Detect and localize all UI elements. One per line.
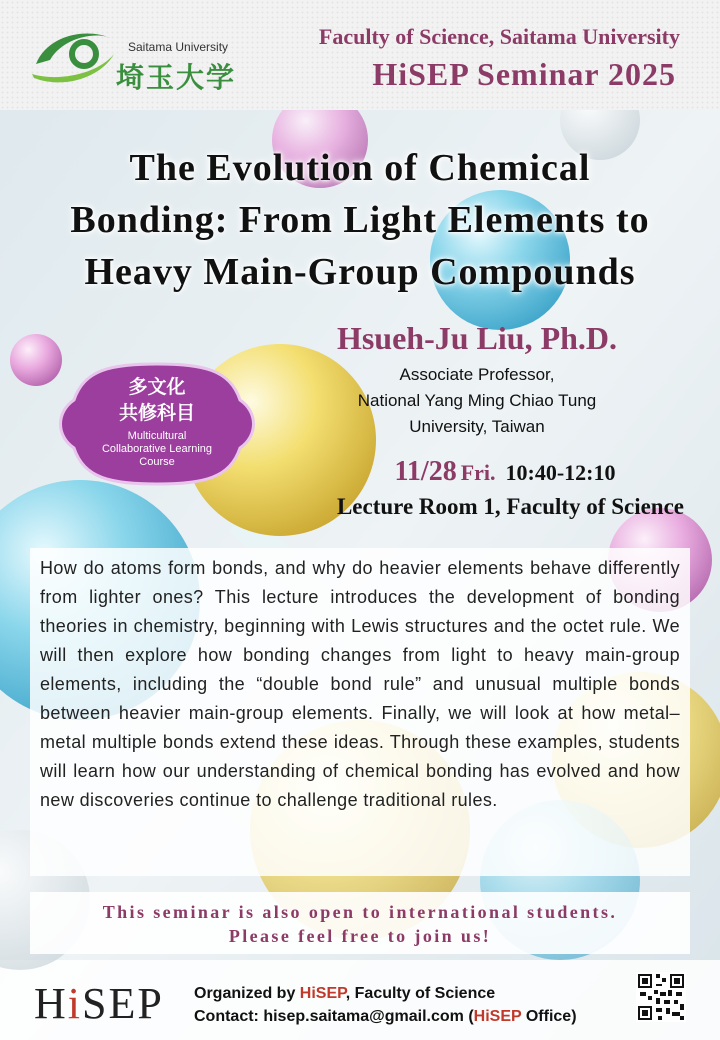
lecture-title-line: Bonding: From Light Elements to	[70, 199, 650, 241]
badge-japanese-line-2: 共修科目	[118, 402, 195, 424]
schedule-line	[300, 456, 710, 488]
contact-prefix[interactable]: Contact: hisep.saitama@gmail.com (	[194, 1008, 474, 1025]
hisep-logo-text: HiSEP	[34, 979, 164, 1028]
organized-suffix: , Faculty of Science	[345, 985, 496, 1002]
organized-brand: HiSEP	[299, 985, 346, 1002]
notice-line-2: Please feel free to join us!	[228, 926, 492, 946]
affiliation-line: National Yang Ming Chiao Tung	[357, 391, 597, 410]
qr-code-icon[interactable]	[636, 972, 686, 1022]
speaker-name: Hsueh-Ju Liu, Ph.D.	[336, 320, 618, 356]
seminar-title: HiSEP Seminar 2025	[372, 56, 676, 92]
lecture-title-line: Heavy Main-Group Compounds	[84, 251, 636, 293]
badge-english-text	[54, 430, 260, 469]
hisep-logo	[34, 978, 164, 1029]
header-band	[0, 0, 720, 110]
international-notice	[30, 892, 690, 954]
speaker-block	[272, 318, 682, 440]
badge-english-line: Course	[139, 456, 175, 468]
lecture-title-line: The Evolution of Chemical	[129, 147, 591, 189]
contact-suffix: Office)	[521, 1008, 577, 1025]
multicultural-course-badge	[54, 360, 260, 488]
organizer-info	[194, 982, 577, 1028]
university-english-name: Saitama University	[128, 40, 229, 54]
contact-line[interactable]	[194, 1005, 577, 1028]
footer	[0, 966, 720, 1040]
affiliation-line: Associate Professor,	[399, 365, 555, 384]
abstract-text: How do atoms form bonds, and why do heavier elements behave differently from lighter ones? This lecture introduces the development of bonding theories in chemistry, beginning with Lewis structures and the octet rule. We will then explore how bonding changes from light to heavy main-group elements, including the “double bond rule” and unusual multiple bonds between heavier main-group elements. Finally, we will look at how metal–metal multiple bonds extend these ideas. Through these examples, students will learn how our understanding of chemical bonding has evolved and how new discoveries continue to challenge traditional rules.	[40, 558, 680, 810]
organized-prefix: Organized by	[194, 985, 300, 1002]
lecture-date: 11/28	[394, 456, 457, 487]
saitama-swoosh-icon	[28, 24, 118, 90]
affiliation-line: University, Taiwan	[409, 417, 545, 436]
badge-english-line: Collaborative Learning	[101, 443, 213, 455]
lecture-room: Lecture Room 1, Faculty of Science	[336, 494, 684, 519]
lecture-title	[0, 142, 720, 298]
lecture-time: 10:40-12:10	[505, 460, 616, 485]
contact-brand: HiSEP	[473, 1008, 522, 1025]
saitama-university-logo	[28, 24, 248, 94]
notice-line-1: This seminar is also open to international students.	[102, 902, 618, 922]
organized-by-line	[194, 982, 577, 1005]
badge-japanese-line-1: 多文化	[128, 376, 186, 398]
university-japanese-name: 埼玉大学	[116, 61, 237, 94]
faculty-line: Faculty of Science, Saitama University	[318, 24, 680, 49]
speaker-affiliation	[272, 362, 682, 440]
lecture-day: Fri.	[460, 460, 496, 485]
badge-english-line: Multicultural	[127, 430, 187, 442]
abstract-box	[30, 548, 690, 876]
